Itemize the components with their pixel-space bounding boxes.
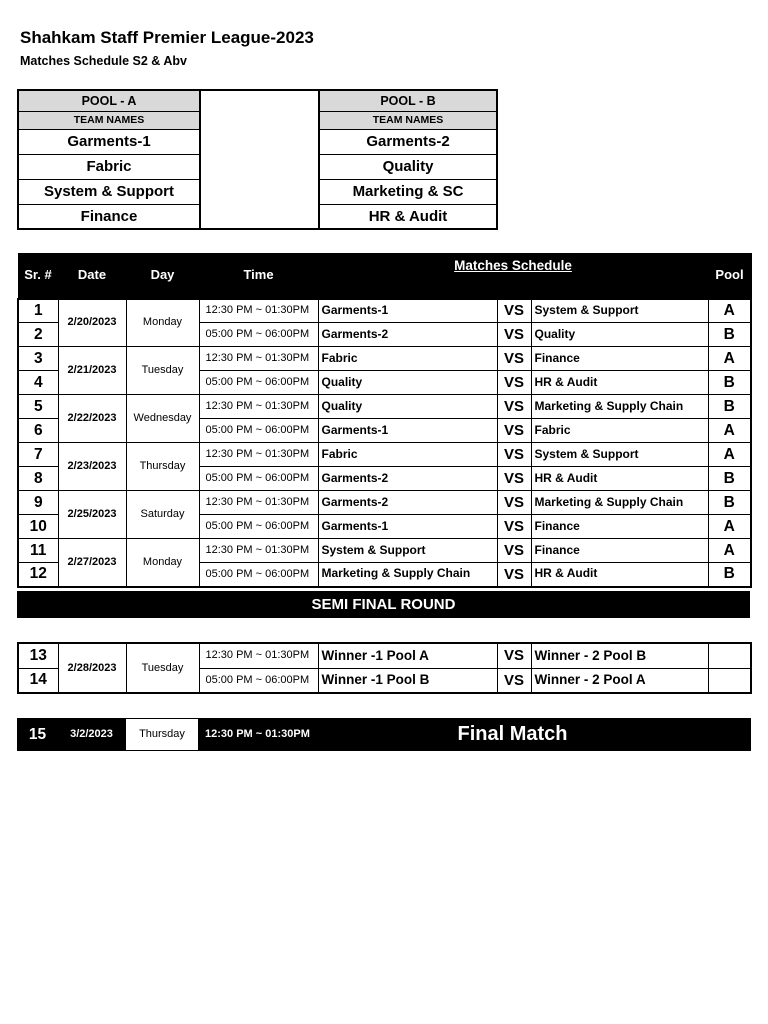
pool-b-team: Marketing & SC — [319, 179, 497, 204]
match-vs: VS — [497, 491, 531, 515]
match-vs: VS — [497, 347, 531, 371]
match-vs: VS — [497, 371, 531, 395]
match-row — [18, 395, 751, 419]
match-number: 6 — [18, 419, 58, 443]
pools-table — [17, 89, 498, 230]
match-time: 12:30 PM ~ 01:30PM — [199, 395, 318, 419]
match-time: 12:30 PM ~ 01:30PM — [199, 299, 318, 323]
final-date: 3/2/2023 — [58, 719, 126, 751]
match-vs: VS — [497, 643, 531, 668]
match-vs: VS — [497, 563, 531, 587]
schedule-header-row — [18, 254, 751, 299]
match-pool — [708, 643, 751, 668]
match-number: 11 — [18, 539, 58, 563]
pool-b-subheader: TEAM NAMES — [319, 111, 497, 129]
match-row — [18, 299, 751, 323]
match-day: Wednesday — [126, 395, 199, 443]
match-team-2: HR & Audit — [531, 371, 708, 395]
match-pool: A — [708, 299, 751, 323]
match-team-2: Marketing & Supply Chain — [531, 491, 708, 515]
match-day: Monday — [126, 299, 199, 347]
match-number: 9 — [18, 491, 58, 515]
match-number: 3 — [18, 347, 58, 371]
match-day: Saturday — [126, 491, 199, 539]
header-time: Time — [199, 254, 318, 299]
pools-header-row — [18, 90, 497, 111]
header-date: Date — [58, 254, 126, 299]
match-team-1: Winner -1 Pool A — [318, 643, 497, 668]
match-pool: B — [708, 563, 751, 587]
pool-a-team: Garments-1 — [18, 129, 200, 154]
pool-a-team: System & Support — [18, 179, 200, 204]
page-title: Shahkam Staff Premier League-2023 — [20, 28, 314, 47]
match-pool: B — [708, 323, 751, 347]
match-number: 4 — [18, 371, 58, 395]
match-number: 14 — [18, 668, 58, 693]
final-match-label: Final Match — [318, 719, 708, 751]
match-date: 2/20/2023 — [58, 299, 126, 347]
match-team-1: Fabric — [318, 347, 497, 371]
match-time: 12:30 PM ~ 01:30PM — [199, 539, 318, 563]
schedule-table — [17, 253, 752, 588]
final-day: Thursday — [126, 719, 199, 751]
match-date: 2/27/2023 — [58, 539, 126, 587]
match-pool: A — [708, 539, 751, 563]
pool-b-team: Quality — [319, 154, 497, 179]
match-team-2: Finance — [531, 347, 708, 371]
match-row — [18, 443, 751, 467]
final-number: 15 — [18, 719, 58, 751]
match-vs: VS — [497, 467, 531, 491]
pool-a-subheader: TEAM NAMES — [18, 111, 200, 129]
final-time: 12:30 PM ~ 01:30PM — [199, 719, 318, 751]
match-number: 7 — [18, 443, 58, 467]
pool-a-team: Finance — [18, 204, 200, 229]
match-team-1: Fabric — [318, 443, 497, 467]
match-team-2: Fabric — [531, 419, 708, 443]
match-row — [18, 347, 751, 371]
match-row — [18, 491, 751, 515]
pool-b-team: Garments-2 — [319, 129, 497, 154]
match-team-2: Finance — [531, 515, 708, 539]
match-team-1: Quality — [318, 371, 497, 395]
match-date: 2/25/2023 — [58, 491, 126, 539]
semi-final-table — [17, 642, 752, 694]
pool-b-team: HR & Audit — [319, 204, 497, 229]
match-vs: VS — [497, 668, 531, 693]
match-pool: B — [708, 395, 751, 419]
match-pool: A — [708, 419, 751, 443]
pools-spacer — [200, 90, 319, 229]
match-pool: A — [708, 443, 751, 467]
match-pool: B — [708, 371, 751, 395]
header-day: Day — [126, 254, 199, 299]
match-time: 05:00 PM ~ 06:00PM — [199, 323, 318, 347]
match-number: 2 — [18, 323, 58, 347]
semi-match-row — [18, 643, 751, 668]
match-vs: VS — [497, 539, 531, 563]
match-date: 2/23/2023 — [58, 443, 126, 491]
match-team-2: HR & Audit — [531, 563, 708, 587]
match-pool: B — [708, 467, 751, 491]
match-time: 05:00 PM ~ 06:00PM — [199, 563, 318, 587]
match-team-1: Garments-1 — [318, 515, 497, 539]
match-team-2: Marketing & Supply Chain — [531, 395, 708, 419]
match-vs: VS — [497, 443, 531, 467]
pool-b-header: POOL - B — [319, 90, 497, 111]
match-time: 12:30 PM ~ 01:30PM — [199, 643, 318, 668]
match-team-1: Garments-1 — [318, 419, 497, 443]
pool-a-header: POOL - A — [18, 90, 200, 111]
match-team-1: Winner -1 Pool B — [318, 668, 497, 693]
match-row — [18, 539, 751, 563]
match-time: 05:00 PM ~ 06:00PM — [199, 419, 318, 443]
match-time: 05:00 PM ~ 06:00PM — [199, 515, 318, 539]
final-pool — [708, 719, 751, 751]
final-match-bar — [17, 718, 751, 751]
semi-final-banner: SEMI FINAL ROUND — [17, 591, 750, 618]
match-vs: VS — [497, 395, 531, 419]
match-number: 13 — [18, 643, 58, 668]
match-time: 05:00 PM ~ 06:00PM — [199, 371, 318, 395]
match-team-1: Garments-1 — [318, 299, 497, 323]
header-sr: Sr. # — [18, 254, 58, 299]
match-time: 05:00 PM ~ 06:00PM — [199, 467, 318, 491]
match-day: Thursday — [126, 443, 199, 491]
final-match-row — [18, 719, 751, 751]
match-team-1: Garments-2 — [318, 323, 497, 347]
match-date: 2/22/2023 — [58, 395, 126, 443]
match-vs: VS — [497, 323, 531, 347]
match-day: Monday — [126, 539, 199, 587]
match-time: 12:30 PM ~ 01:30PM — [199, 443, 318, 467]
match-time: 05:00 PM ~ 06:00PM — [199, 668, 318, 693]
match-team-1: System & Support — [318, 539, 497, 563]
match-pool: B — [708, 491, 751, 515]
match-team-1: Garments-2 — [318, 467, 497, 491]
match-team-1: Marketing & Supply Chain — [318, 563, 497, 587]
match-vs: VS — [497, 299, 531, 323]
match-team-2: Quality — [531, 323, 708, 347]
match-team-2: System & Support — [531, 443, 708, 467]
match-team-1: Garments-2 — [318, 491, 497, 515]
header-matches-schedule-label: Matches Schedule — [454, 258, 572, 273]
match-number: 12 — [18, 563, 58, 587]
match-team-2: Winner - 2 Pool A — [531, 668, 708, 693]
match-pool: A — [708, 347, 751, 371]
match-time: 12:30 PM ~ 01:30PM — [199, 491, 318, 515]
match-vs: VS — [497, 419, 531, 443]
match-number: 8 — [18, 467, 58, 491]
match-number: 10 — [18, 515, 58, 539]
page-subtitle: Matches Schedule S2 & Abv — [20, 54, 187, 68]
header-pool: Pool — [708, 254, 751, 299]
match-team-2: System & Support — [531, 299, 708, 323]
match-pool — [708, 668, 751, 693]
match-number: 5 — [18, 395, 58, 419]
match-day: Tuesday — [126, 347, 199, 395]
match-team-1: Quality — [318, 395, 497, 419]
match-day: Tuesday — [126, 643, 199, 693]
match-date: 2/21/2023 — [58, 347, 126, 395]
pool-a-team: Fabric — [18, 154, 200, 179]
match-team-2: HR & Audit — [531, 467, 708, 491]
match-pool: A — [708, 515, 751, 539]
match-number: 1 — [18, 299, 58, 323]
match-vs: VS — [497, 515, 531, 539]
header-matches-schedule — [318, 254, 708, 299]
match-team-2: Winner - 2 Pool B — [531, 643, 708, 668]
match-team-2: Finance — [531, 539, 708, 563]
match-time: 12:30 PM ~ 01:30PM — [199, 347, 318, 371]
match-date: 2/28/2023 — [58, 643, 126, 693]
